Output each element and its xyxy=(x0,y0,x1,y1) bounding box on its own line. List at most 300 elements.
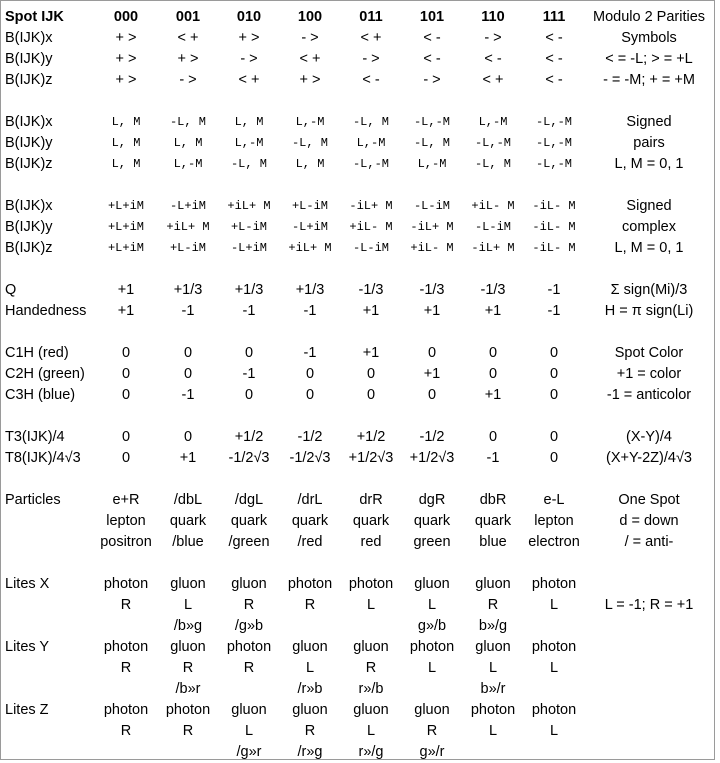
table-cell: +1 xyxy=(423,366,441,382)
table-cell: 0 xyxy=(183,429,193,445)
table-cell: lepton xyxy=(534,513,574,529)
table-cell: 0 xyxy=(244,345,254,361)
row-label: B(IJK)x xyxy=(5,198,53,214)
table-cell: photon xyxy=(531,702,577,718)
table-cell: -1 xyxy=(547,303,561,319)
note-cell xyxy=(579,700,719,721)
table-cell: +1/3 xyxy=(173,282,203,298)
table-cell xyxy=(94,742,158,763)
table-cell: gluon xyxy=(170,639,206,655)
table-cell: L,-M xyxy=(234,136,264,150)
table-cell: dbR xyxy=(479,492,507,508)
table-cell: 0 xyxy=(549,429,559,445)
table-cell: L xyxy=(427,660,437,676)
table-cell xyxy=(400,679,464,700)
note-cell: Symbols xyxy=(621,30,677,46)
table-row xyxy=(1,427,714,448)
table-row xyxy=(1,238,714,259)
table-cell: /dbL xyxy=(173,492,203,508)
table-cell: -1 xyxy=(303,303,317,319)
table-cell: -iL+ M xyxy=(349,199,393,213)
table-cell: red xyxy=(360,534,382,550)
table-cell: photon xyxy=(287,576,333,592)
table-cell: R xyxy=(304,723,316,739)
table-cell: 101 xyxy=(419,9,445,25)
table-cell: 0 xyxy=(427,387,437,403)
table-cell: quark xyxy=(169,513,207,529)
table-cell: +L+iM xyxy=(107,241,144,255)
table-cell: 0 xyxy=(121,366,131,382)
table-cell: L,-M xyxy=(478,115,508,129)
table-cell: L, M xyxy=(234,115,264,129)
table-cell: /green xyxy=(228,534,270,550)
table-row xyxy=(1,154,714,175)
table-cell: + > xyxy=(238,30,260,46)
table-cell: green xyxy=(413,534,451,550)
table-cell: R xyxy=(243,597,255,613)
table-cell: + > xyxy=(299,72,321,88)
table-row xyxy=(1,112,714,133)
table-cell: < + xyxy=(299,51,321,67)
table-cell: -1/2√3 xyxy=(228,450,270,466)
note-cell xyxy=(579,742,719,763)
table-cell: < - xyxy=(362,72,380,88)
table-cell: < - xyxy=(545,30,563,46)
table-cell xyxy=(522,616,586,637)
table-cell xyxy=(278,616,342,637)
table-row xyxy=(1,721,714,742)
row-label xyxy=(5,511,105,532)
table-cell: /b»g xyxy=(173,618,203,634)
table-cell: -1 xyxy=(486,450,500,466)
table-cell: 010 xyxy=(236,9,262,25)
table-cell: L, M xyxy=(111,136,141,150)
table-row xyxy=(1,133,714,154)
note-cell: L, M = 0, 1 xyxy=(614,240,684,256)
table-cell: -L, M xyxy=(169,115,206,129)
table-cell xyxy=(339,616,403,637)
row-label: C2H (green) xyxy=(5,366,85,382)
table-cell: - > xyxy=(179,72,197,88)
table-cell: +1 xyxy=(179,450,197,466)
table-cell: - > xyxy=(240,51,258,67)
table-cell: gluon xyxy=(414,576,450,592)
table-cell: photon xyxy=(531,639,577,655)
note-cell: H = π sign(Li) xyxy=(604,303,694,319)
row-label xyxy=(5,532,105,553)
table-cell xyxy=(461,742,525,763)
table-cell: +1/2√3 xyxy=(409,450,455,466)
note-cell: complex xyxy=(622,219,676,235)
note-cell: - = -M; + = +M xyxy=(603,72,695,88)
table-cell: -L,-M xyxy=(535,136,572,150)
table-cell: < - xyxy=(545,51,563,67)
row-label: T8(IJK)/4√3 xyxy=(5,450,81,466)
table-row xyxy=(1,280,714,301)
table-cell: R xyxy=(120,660,132,676)
row-label xyxy=(5,616,105,637)
table-cell: -1 xyxy=(242,366,256,382)
table-cell: < - xyxy=(423,51,441,67)
note-cell xyxy=(579,658,719,679)
table-cell: /blue xyxy=(172,534,204,550)
table-cell: /r»b xyxy=(297,681,323,697)
table-cell: < + xyxy=(360,30,382,46)
table-cell: 0 xyxy=(121,387,131,403)
table-cell: gluon xyxy=(170,576,206,592)
table-cell: /g»b xyxy=(234,618,264,634)
table-cell: R xyxy=(120,597,132,613)
table-cell: -1 xyxy=(181,387,195,403)
table-cell: 0 xyxy=(366,387,376,403)
table-cell: g»/b xyxy=(417,618,447,634)
table-cell: g»/r xyxy=(419,744,445,760)
table-cell: +L+iM xyxy=(107,220,144,234)
note-cell xyxy=(579,679,719,700)
table-cell: -iL- M xyxy=(532,199,576,213)
table-cell: L, M xyxy=(173,136,203,150)
note-cell: +1 = color xyxy=(616,366,682,382)
table-cell: -L,-M xyxy=(413,115,450,129)
table-cell: quark xyxy=(413,513,451,529)
table-cell: /drL xyxy=(297,492,323,508)
table-cell: R xyxy=(120,723,132,739)
table-cell: L,-M xyxy=(295,115,325,129)
table-row xyxy=(1,196,714,217)
table-row xyxy=(1,301,714,322)
table-cell: /dgL xyxy=(234,492,264,508)
table-cell: gluon xyxy=(414,702,450,718)
table-cell: 0 xyxy=(488,429,498,445)
table-cell: - > xyxy=(484,30,502,46)
table-cell: R xyxy=(426,723,438,739)
table-cell: gluon xyxy=(475,576,511,592)
table-cell: L xyxy=(488,723,498,739)
table-cell: 0 xyxy=(427,345,437,361)
table-cell: r»/b xyxy=(358,681,384,697)
table-cell xyxy=(94,616,158,637)
table-cell: photon xyxy=(470,702,516,718)
table-cell: blue xyxy=(479,534,507,550)
table-cell: < + xyxy=(177,30,199,46)
table-cell xyxy=(94,679,158,700)
table-cell: -L+iM xyxy=(291,220,328,234)
table-cell: -L, M xyxy=(352,115,389,129)
table-cell: 0 xyxy=(549,387,559,403)
note-cell: L = -1; R = +1 xyxy=(604,597,694,613)
table-cell: r»/g xyxy=(358,744,384,760)
table-cell: -L-iM xyxy=(474,220,511,234)
table-cell: lepton xyxy=(106,513,146,529)
row-label: Lites Y xyxy=(5,639,50,655)
table-cell: -L+iM xyxy=(230,241,267,255)
table-cell: -iL+ M xyxy=(471,241,515,255)
table-cell: +iL+ M xyxy=(288,241,332,255)
table-row xyxy=(1,70,714,91)
table-cell xyxy=(217,679,281,700)
table-cell: R xyxy=(304,597,316,613)
table-cell: -iL+ M xyxy=(410,220,454,234)
table-cell xyxy=(522,742,586,763)
table-cell: L xyxy=(244,723,254,739)
table-cell: 0 xyxy=(121,450,131,466)
table-cell: +1 xyxy=(423,303,441,319)
table-cell: /r»g xyxy=(297,744,323,760)
table-cell: 0 xyxy=(183,345,193,361)
table-cell: L xyxy=(427,597,437,613)
table-cell: 110 xyxy=(481,9,505,25)
table-cell: 0 xyxy=(488,366,498,382)
table-cell: - > xyxy=(301,30,319,46)
table-cell: -L, M xyxy=(230,157,267,171)
table-cell: photon xyxy=(531,576,577,592)
table-cell: +iL+ M xyxy=(166,220,210,234)
table-cell: +1/3 xyxy=(234,282,264,298)
table-cell: R xyxy=(487,597,499,613)
table-cell: L xyxy=(549,597,559,613)
note-cell: One Spot xyxy=(618,492,680,508)
table-cell: 0 xyxy=(305,387,315,403)
table-cell: 0 xyxy=(305,366,315,382)
table-cell: -L, M xyxy=(413,136,450,150)
table-cell: -1/3 xyxy=(480,282,506,298)
table-cell: -L+iM xyxy=(169,199,206,213)
table-cell: photon xyxy=(103,639,149,655)
table-cell: -L-iM xyxy=(352,241,389,255)
table-row xyxy=(1,511,714,532)
table-cell: -L,-M xyxy=(352,157,389,171)
table-cell: L xyxy=(549,660,559,676)
table-cell: e+R xyxy=(112,492,140,508)
table-cell: quark xyxy=(230,513,268,529)
table-cell: -1/2√3 xyxy=(289,450,331,466)
row-label: B(IJK)y xyxy=(5,219,53,235)
table-cell: L, M xyxy=(111,157,141,171)
table-cell: -iL- M xyxy=(532,241,576,255)
note-cell: Σ sign(Mi)/3 xyxy=(610,282,688,298)
table-cell: positron xyxy=(100,534,152,550)
table-cell: gluon xyxy=(292,702,328,718)
table-cell: -L,-M xyxy=(535,115,572,129)
table-cell: /red xyxy=(297,534,323,550)
row-label xyxy=(5,595,105,616)
table-cell: photon xyxy=(409,639,455,655)
table-cell: quark xyxy=(352,513,390,529)
row-label: Handedness xyxy=(5,303,87,319)
table-cell: b»/r xyxy=(480,681,506,697)
table-cell: +1 xyxy=(362,303,380,319)
row-label: B(IJK)z xyxy=(5,72,53,88)
table-cell: +iL+ M xyxy=(227,199,271,213)
row-label xyxy=(5,742,105,763)
table-row xyxy=(1,595,714,616)
note-cell xyxy=(579,721,719,742)
table-cell: + > xyxy=(115,30,137,46)
table-cell: gluon xyxy=(353,639,389,655)
table-cell: photon xyxy=(348,576,394,592)
table-cell: < - xyxy=(423,30,441,46)
table-cell: 0 xyxy=(121,429,131,445)
table-cell: dgR xyxy=(418,492,446,508)
table-cell: +1 xyxy=(117,282,135,298)
table-row xyxy=(1,364,714,385)
table-cell: b»/g xyxy=(478,618,508,634)
table-cell: L xyxy=(183,597,193,613)
table-cell: photon xyxy=(103,702,149,718)
row-label: Q xyxy=(5,282,17,298)
table-cell: 001 xyxy=(175,9,201,25)
table-cell: +1/3 xyxy=(295,282,325,298)
table-cell: 011 xyxy=(359,9,383,25)
note-cell: Signed xyxy=(626,198,672,214)
note-cell: / = anti- xyxy=(624,534,674,550)
table-cell: +1 xyxy=(117,303,135,319)
table-cell: +1/2 xyxy=(234,429,264,445)
table-cell: -1/2 xyxy=(419,429,445,445)
table-cell: R xyxy=(182,660,194,676)
table-cell: +iL- M xyxy=(349,220,393,234)
table-cell: L xyxy=(549,723,559,739)
table-cell: 100 xyxy=(297,9,323,25)
table-cell: 111 xyxy=(542,9,566,25)
table-cell: quark xyxy=(474,513,512,529)
table-cell: /g»r xyxy=(236,744,262,760)
table-cell: +L-iM xyxy=(230,220,267,234)
table-cell: -iL- M xyxy=(532,220,576,234)
table-row xyxy=(1,637,714,658)
table-cell: 000 xyxy=(113,9,139,25)
table-cell: L xyxy=(366,723,376,739)
table-cell: +1 xyxy=(362,345,380,361)
table-cell: +1/2 xyxy=(356,429,386,445)
table-cell: +L+iM xyxy=(107,199,144,213)
note-cell: pairs xyxy=(633,135,665,151)
table-cell: quark xyxy=(291,513,329,529)
row-label: B(IJK)z xyxy=(5,156,53,172)
table-row xyxy=(1,448,714,469)
table-cell: -L,-M xyxy=(474,136,511,150)
table-cell: -L-iM xyxy=(413,199,450,213)
table-cell: +iL- M xyxy=(410,241,454,255)
table-cell: photon xyxy=(165,702,211,718)
table-row xyxy=(1,217,714,238)
table-cell: -L, M xyxy=(474,157,511,171)
table-row xyxy=(1,343,714,364)
table-cell: L xyxy=(366,597,376,613)
table-cell: -L,-M xyxy=(535,157,572,171)
table-cell: < + xyxy=(238,72,260,88)
table-cell: R xyxy=(365,660,377,676)
table-row xyxy=(1,616,714,637)
table-cell: -1/2 xyxy=(297,429,323,445)
row-label: Lites X xyxy=(5,576,50,592)
table-cell: e-L xyxy=(543,492,565,508)
row-label: B(IJK)y xyxy=(5,51,53,67)
row-label: B(IJK)y xyxy=(5,135,53,151)
table-cell: gluon xyxy=(475,639,511,655)
table-cell: < - xyxy=(545,72,563,88)
table-cell: /b»r xyxy=(175,681,201,697)
note-cell xyxy=(579,574,719,595)
table-cell: -L, M xyxy=(291,136,328,150)
note-cell xyxy=(579,637,719,658)
table-cell: -1/3 xyxy=(419,282,445,298)
table-cell: +1 xyxy=(484,303,502,319)
note-cell: -1 = anticolor xyxy=(606,387,692,403)
table-cell: - > xyxy=(423,72,441,88)
table-row xyxy=(1,532,714,553)
row-label xyxy=(5,679,105,700)
row-label xyxy=(5,721,105,742)
table-cell: gluon xyxy=(292,639,328,655)
table-cell xyxy=(156,742,220,763)
table-cell: L xyxy=(305,660,315,676)
table-cell: electron xyxy=(528,534,580,550)
table-cell: photon xyxy=(103,576,149,592)
table-cell: gluon xyxy=(231,576,267,592)
row-label xyxy=(5,658,105,679)
row-label: B(IJK)z xyxy=(5,240,53,256)
table-cell: 0 xyxy=(183,366,193,382)
table-cell: L,-M xyxy=(356,136,386,150)
table-cell: gluon xyxy=(231,702,267,718)
note-cell: L, M = 0, 1 xyxy=(614,156,684,172)
row-label: Lites Z xyxy=(5,702,49,718)
table-cell: - > xyxy=(362,51,380,67)
table-row xyxy=(1,490,714,511)
table-row xyxy=(1,385,714,406)
table-cell: + > xyxy=(177,51,199,67)
row-label: B(IJK)x xyxy=(5,114,53,130)
table-row xyxy=(1,742,714,763)
table-cell: < + xyxy=(482,72,504,88)
table-row xyxy=(1,49,714,70)
table-row xyxy=(1,28,714,49)
table-cell: photon xyxy=(226,639,272,655)
table-cell: drR xyxy=(359,492,383,508)
table-cell: +L-iM xyxy=(291,199,328,213)
table-cell: L,-M xyxy=(417,157,447,171)
table-cell: +1/2√3 xyxy=(348,450,394,466)
table-cell: L, M xyxy=(295,157,325,171)
table-cell: R xyxy=(182,723,194,739)
note-cell: Spot Color xyxy=(614,345,684,361)
table-cell: 0 xyxy=(121,345,131,361)
table-cell: + > xyxy=(115,72,137,88)
table-cell: R xyxy=(243,660,255,676)
table-row xyxy=(1,574,714,595)
note-cell: (X+Y-2Z)/4√3 xyxy=(605,450,692,466)
row-label: B(IJK)x xyxy=(5,30,53,46)
table-cell: -1 xyxy=(303,345,317,361)
table-cell: +iL- M xyxy=(471,199,515,213)
note-cell: d = down xyxy=(619,513,679,529)
table-cell: 0 xyxy=(549,366,559,382)
row-label: C1H (red) xyxy=(5,345,69,361)
table-cell: < - xyxy=(484,51,502,67)
table-cell: L, M xyxy=(111,115,141,129)
note-cell: (X-Y)/4 xyxy=(626,429,672,445)
table-cell: 0 xyxy=(549,450,559,466)
table-cell: -1 xyxy=(181,303,195,319)
table-cell: 0 xyxy=(488,345,498,361)
table-row xyxy=(1,700,714,721)
table-cell: +L-iM xyxy=(169,241,206,255)
note-cell: Signed xyxy=(626,114,672,130)
table-cell: 0 xyxy=(366,366,376,382)
row-label: Spot IJK xyxy=(5,9,64,25)
table-row xyxy=(1,7,714,28)
